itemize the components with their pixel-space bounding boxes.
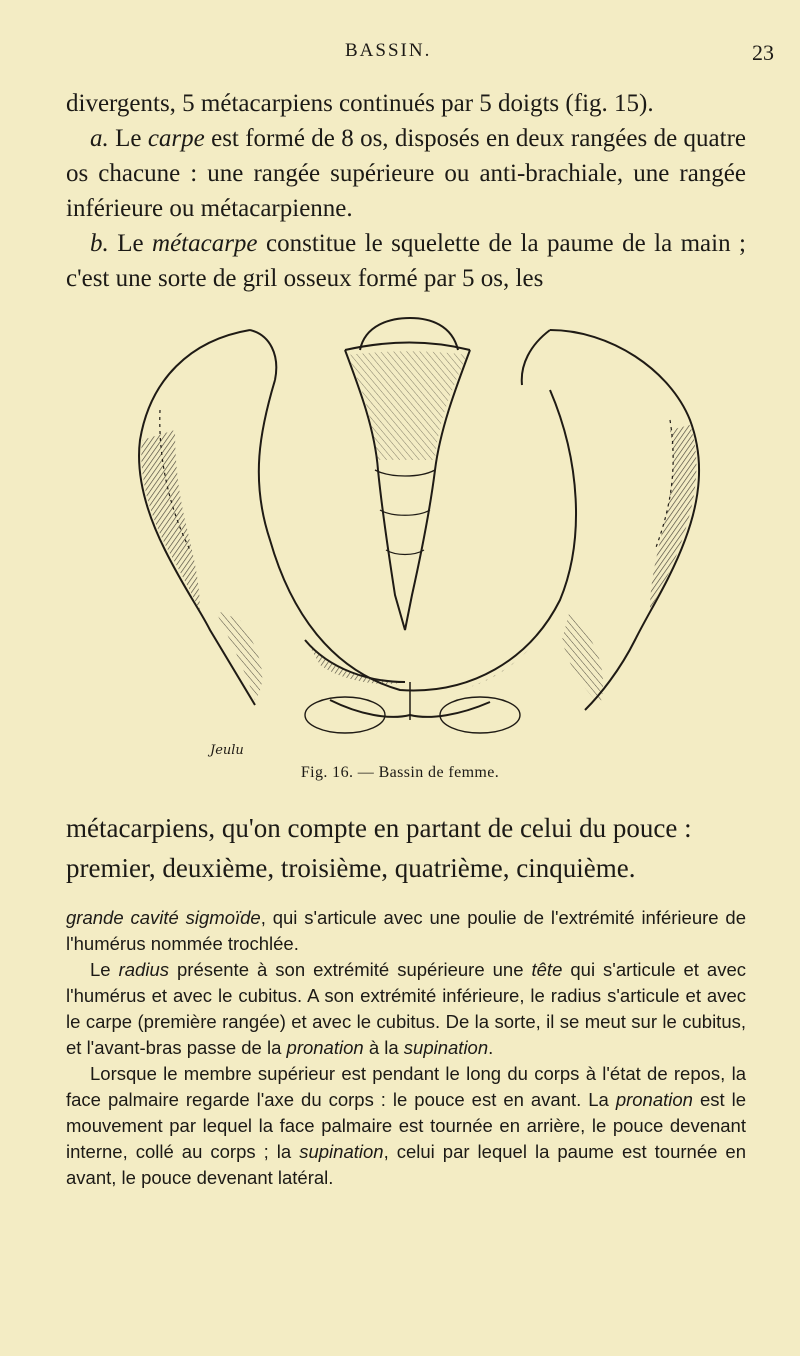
pelvis-figure (130, 310, 730, 760)
term-tete: tête (531, 959, 563, 980)
paragraph-3: b. Le métacarpe constitue le squelette de la paume de la main ; c'est une sorte de gril osseux formé par 5 os, les (66, 230, 746, 292)
list-letter-b: b. (90, 230, 109, 257)
running-title: BASSIN. (345, 40, 432, 61)
paragraph-1: divergents, 5 métacarpiens continués par 5 doigts (fig. 15). (66, 90, 654, 117)
term-pronation: pronation (286, 1037, 364, 1058)
top-text-block (66, 86, 746, 296)
pelvis-engraving-icon (130, 310, 730, 760)
term-carpe: carpe (147, 125, 205, 152)
list-letter-a: a. (90, 125, 109, 152)
paragraph-2: a. Le carpe est formé de 8 os, disposés en deux rangées de quatre os chacune : une rangée supérieure ou anti-brachiale, une rangée inférieure ou métacarpienne. (66, 125, 746, 222)
figure-caption: Fig. 16. — Bassin de femme. (300, 764, 500, 781)
page-number: 23 (752, 40, 774, 65)
engraver-signature: Jeulu (210, 743, 244, 758)
small-paragraph-3: Lorsque le membre supérieur est pendant le long du corps à l'état de repos, la face palmaire regarde l'axe du corps : le pouce est en avant. La pronation est le mouvement par lequel la face palmaire est tournée en arrière, le pouce devenant interne, collé au corps ; la supination, celui par lequel la paume est tournée en avant, le pouce devenant latéral. (66, 1063, 747, 1188)
term-pronation-2: pronation (615, 1089, 693, 1110)
running-head (0, 36, 800, 70)
middle-text-block (66, 808, 746, 888)
small-paragraph-2: Le radius présente à son extrémité supérieure une tête qui s'articule et avec l'humérus et avec le cubitus. A son extrémité inférieure, le radius s'articule et avec le carpe (première rangée) et avec le cubitus. De la sorte, il se meut sur le cubitus, et l'avant-bras passe de la pronation à la supination. (66, 959, 746, 1058)
term-supination: supination (403, 1037, 489, 1058)
term-supination-2: supination (299, 1141, 384, 1162)
term-grande-cavite: grande cavité sigmoïde (66, 907, 261, 928)
term-metacarpe: métacarpe (152, 230, 258, 257)
term-radius: radius (118, 959, 169, 980)
small-paragraph-1: grande cavité sigmoïde, qui s'articule avec une poulie de l'extrémité inférieure de l'humérus nommée trochlée. (66, 907, 747, 954)
small-text-block (66, 905, 746, 1191)
paragraph-metacarpiens: métacarpiens, qu'on compte en partant de celui du pouce : premier, deuxième, troisième, quatrième, cinquième. (66, 813, 692, 883)
